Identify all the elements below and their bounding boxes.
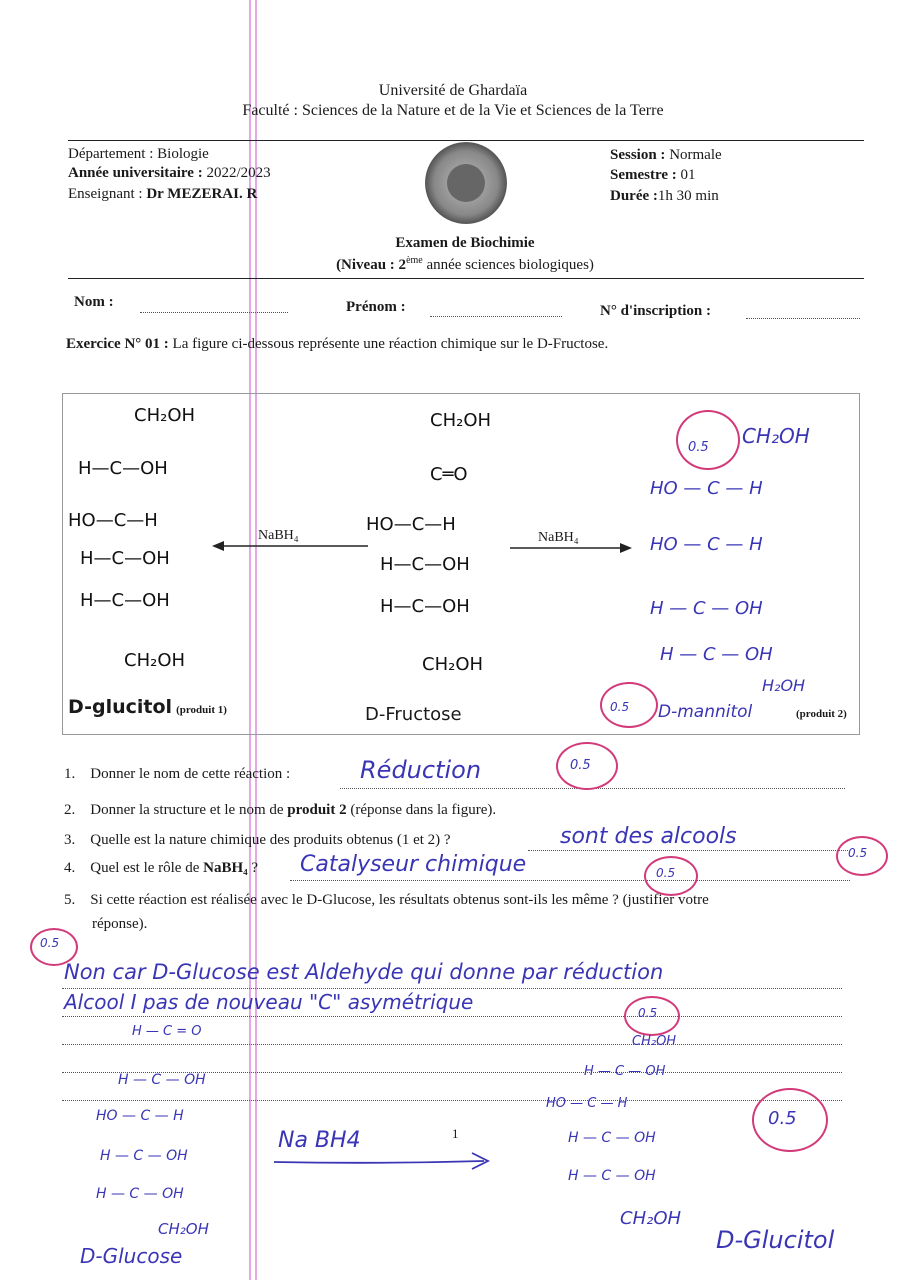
answer-5-text-1: Non car D-Glucose est Aldehyde qui donne par réduction: [64, 960, 664, 984]
fructose-top: CH₂OH: [430, 410, 492, 431]
glucitol-c5: H—C—OH: [80, 590, 170, 611]
mannitol-bottom: H₂OH: [762, 676, 806, 695]
hw-glucitol-c5: H — C — OH: [568, 1168, 656, 1184]
university-logo: [425, 142, 507, 224]
prenom-field[interactable]: [430, 316, 562, 317]
answer-5-line-2[interactable]: [62, 1016, 842, 1017]
glucose-bottom: CH₂OH: [158, 1220, 209, 1238]
question-5: 5. Si cette réaction est réalisée avec le D-Glucose, les résultats obtenus sont-ils les même ? (justifier votre: [64, 892, 709, 908]
mannitol-c3: HO — C — H: [650, 534, 763, 555]
glucose-c5: H — C — OH: [96, 1186, 184, 1202]
question-1: 1. Donner le nom de cette réaction :: [64, 766, 291, 782]
fructose-c4: H—C—OH: [380, 554, 470, 575]
glucitol-c2: H—C—OH: [78, 458, 168, 479]
teacher: Enseignant : Dr MEZERAI. R: [68, 186, 258, 202]
glucitol-name: D-glucitol (produit 1): [68, 696, 227, 718]
hw-glucitol-name: D-Glucitol: [716, 1226, 835, 1254]
fructose-c3: HO—C—H: [366, 514, 456, 535]
inscription-label: N° d'inscription :: [600, 303, 712, 319]
answer-3-line[interactable]: [528, 850, 848, 851]
arrow-right-icon: [510, 540, 635, 556]
question-5-line2: réponse).: [92, 916, 148, 932]
score-q4: 0.5: [656, 866, 676, 880]
mannitol-top: CH₂OH: [742, 424, 810, 448]
answer-1: Réduction: [360, 756, 482, 784]
reagent-left: NaBH₄: [258, 528, 299, 543]
score-q5b: 0.5: [638, 1006, 658, 1020]
arrow-left-icon: [210, 538, 370, 554]
mannitol-c2: HO — C — H: [650, 478, 763, 499]
mannitol-c5: H — C — OH: [660, 644, 773, 665]
mannitol-name: D-mannitol: [658, 702, 753, 722]
mannitol-score: 0.5: [688, 440, 709, 455]
answer-4-line[interactable]: [290, 880, 850, 881]
answer-5-line-3[interactable]: [62, 1044, 842, 1045]
glucose-name: D-Glucose: [80, 1244, 183, 1268]
exercise-statement: Exercice N° 01 : La figure ci-dessous représente une réaction chimique sur le D-Fructose.: [66, 336, 609, 352]
glucitol-bottom: CH₂OH: [124, 650, 186, 671]
score-q1: 0.5: [570, 758, 591, 773]
glucose-c3: HO — C — H: [96, 1108, 184, 1124]
department: Département : Biologie: [68, 146, 209, 162]
mannitol-name-score: 0.5: [610, 700, 630, 714]
glucitol-top: CH₂OH: [134, 405, 196, 426]
score-q3: 0.5: [848, 846, 868, 860]
hw-glucitol-c2: H — C — OH: [584, 1064, 666, 1079]
question-3: 3. Quelle est la nature chimique des produits obtenus (1 et 2) ?: [64, 832, 451, 848]
answer-5-reagent: Na BH4: [278, 1128, 361, 1153]
exam-level: (Niveau : 2ème année sciences biologiques): [336, 255, 594, 273]
reagent-right: NaBH₄: [538, 530, 579, 545]
answer-3: sont des alcools: [560, 824, 737, 849]
semester: Semestre : 01: [610, 167, 696, 183]
hw-glucitol-c4: H — C — OH: [568, 1130, 656, 1146]
answer-5-text-2: Alcool I pas de nouveau "C" asymétrique: [64, 990, 474, 1014]
nom-field[interactable]: [140, 312, 288, 313]
score-q5: 0.5: [40, 936, 60, 950]
answer-5-arrow-icon: [270, 1150, 500, 1174]
mannitol-c4: H — C — OH: [650, 598, 763, 619]
inscription-field[interactable]: [746, 318, 860, 319]
mannitol-tag: (produit 2): [796, 708, 847, 720]
university-name: Université de Ghardaïa: [378, 82, 528, 99]
session: Session : Normale: [610, 147, 722, 163]
academic-year: Année universitaire : 2022/2023: [68, 165, 271, 181]
exam-title: Examen de Biochimie: [395, 235, 535, 251]
duration: Durée :1h 30 min: [610, 188, 719, 204]
title-rule: [68, 278, 864, 279]
glucitol-c3: HO—C—H: [68, 510, 158, 531]
answer-5-arrow-num: 1: [452, 1126, 459, 1141]
answer-5-line-5[interactable]: [62, 1100, 842, 1101]
glucitol-c4: H—C—OH: [80, 548, 170, 569]
fructose-name: D-Fructose: [365, 704, 462, 725]
header-rule: [68, 140, 864, 141]
score-glucitol: 0.5: [768, 1108, 797, 1129]
answer-5-line-1[interactable]: [62, 988, 842, 989]
question-2: 2. Donner la structure et le nom de produit 2 (réponse dans la figure).: [64, 802, 497, 818]
nom-label: Nom :: [74, 294, 114, 310]
glucose-c2: H — C — OH: [118, 1072, 206, 1088]
fructose-c5: H—C—OH: [380, 596, 470, 617]
hw-glucitol-bottom: CH₂OH: [620, 1208, 682, 1229]
question-4: 4. Quel est le rôle de NaBH₄ ?: [64, 860, 259, 876]
hw-glucitol-top: CH₂OH: [632, 1034, 677, 1049]
logo-inner: [447, 164, 485, 202]
hw-glucitol-c3: HO — C — H: [546, 1096, 628, 1111]
fructose-bottom: CH₂OH: [422, 654, 484, 675]
glucose-c4: H — C — OH: [100, 1148, 188, 1164]
glucose-top: H — C = O: [132, 1024, 202, 1039]
fructose-c2: C═O: [430, 464, 468, 485]
faculty-name: Faculté : Sciences de la Nature et de la Vie et Sciences de la Terre: [242, 102, 664, 119]
answer-4: Catalyseur chimique: [300, 852, 527, 877]
prenom-label: Prénom :: [346, 299, 406, 315]
